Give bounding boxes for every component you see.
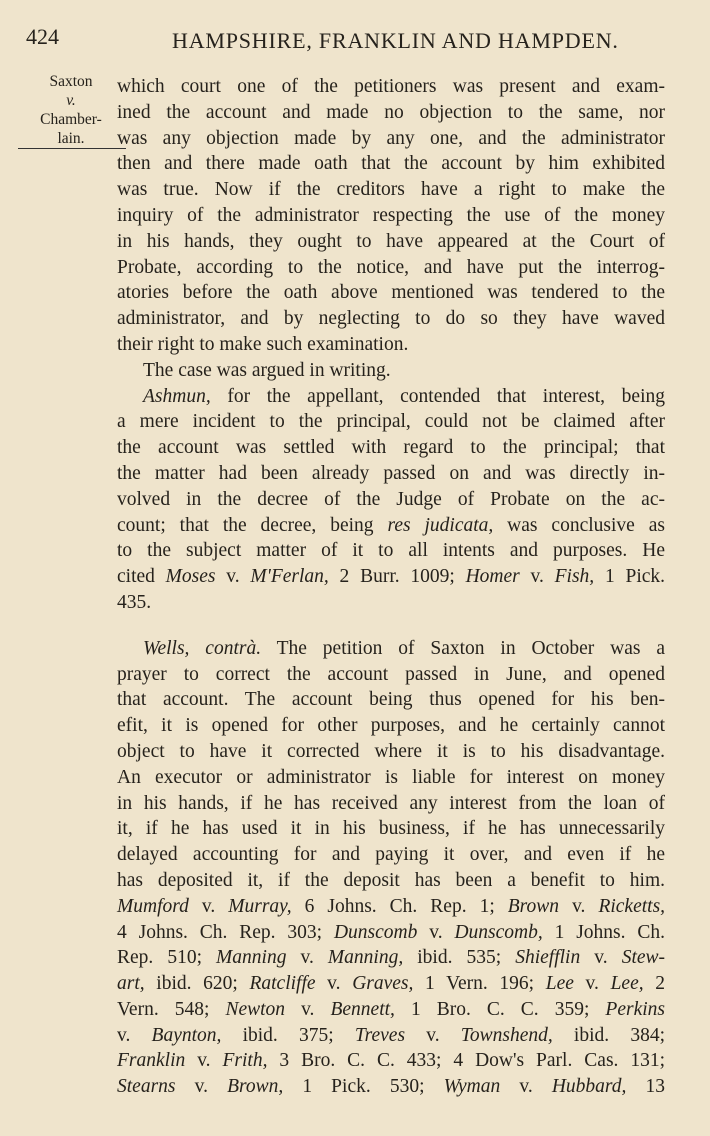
case-name: Moses xyxy=(165,566,216,588)
margin-note-line: v. xyxy=(66,92,76,109)
citation-line xyxy=(117,971,665,997)
text-line: object to have it corrected where it is to his disadvantage. xyxy=(117,740,665,762)
text-line xyxy=(117,513,665,539)
text-span: v. xyxy=(417,921,455,943)
case-name: Shiefflin xyxy=(515,947,581,969)
text-line: has deposited it, if the deposit has been a benefit to him. xyxy=(117,869,665,891)
text-span: v. xyxy=(285,998,331,1020)
case-name: Stearns xyxy=(117,1076,176,1098)
citation-line xyxy=(117,1023,665,1049)
text-line: which court one of the petitioners was present and exam- xyxy=(117,76,665,97)
text-line: to the subject matter of it to all intents and purposes. He xyxy=(117,540,665,562)
text-span: Rep. 510; xyxy=(117,947,217,969)
case-name: Treves xyxy=(354,1024,406,1046)
case-name: Bennett, xyxy=(330,998,395,1020)
text-span: was conclusive as xyxy=(493,514,665,536)
text-line: that account. The account being thus opened for his ben- xyxy=(117,689,665,711)
citation-line xyxy=(117,920,665,946)
case-name: Frith, xyxy=(222,1050,268,1072)
paragraph-gap xyxy=(117,616,665,636)
text-span: 1 Bro. C. C. 359; xyxy=(394,998,606,1020)
case-name: Franklin xyxy=(117,1050,186,1072)
case-name: Perkins xyxy=(605,998,665,1020)
text-line: their right to make such examination. xyxy=(117,333,409,355)
case-name: Ricketts, xyxy=(598,895,666,917)
text-span: v. xyxy=(500,1076,552,1098)
case-name: Stew- xyxy=(621,947,666,969)
case-name: Mumford xyxy=(117,895,189,917)
case-name: Brown xyxy=(507,895,560,917)
text-line: the account was settled with regard to the principal; that xyxy=(117,437,665,459)
text-span: v. xyxy=(580,947,622,969)
text-span: 3 Bro. C. C. 433; 4 Dow's Parl. Cas. 131; xyxy=(267,1050,666,1072)
case-name: Graves, xyxy=(352,973,414,995)
page-number: 424 xyxy=(26,24,59,49)
text-line: the matter had been already passed on and was directly in- xyxy=(117,462,665,484)
text-span: 1 Johns. Ch. xyxy=(542,921,665,943)
running-title: HAMPSHIRE, FRANKLIN AND HAMPDEN. xyxy=(172,28,619,53)
citation-line xyxy=(117,1074,665,1100)
margin-note xyxy=(22,72,120,148)
text-line: An executor or administrator is liable for interest on money xyxy=(117,766,665,788)
text-line: The case was argued in writing. xyxy=(143,359,391,381)
text-span: v. xyxy=(573,973,611,995)
text-span: 6 Johns. Ch. Rep. 1; xyxy=(291,895,508,917)
text-line: in his hands, they ought to have appeared at the Court of xyxy=(117,230,665,252)
case-name: Murray, xyxy=(228,895,292,917)
margin-note-line: lain. xyxy=(57,130,85,147)
case-name: Baynton, xyxy=(151,1024,222,1046)
case-name: Manning, xyxy=(327,947,404,969)
text-line: was true. Now if the creditors have a right to make the xyxy=(117,179,665,201)
case-name: Fish, xyxy=(554,566,595,588)
case-name: art, xyxy=(117,973,145,995)
text-line: atories before the oath above mentioned was tendered to the xyxy=(117,282,665,304)
case-name: Wyman xyxy=(443,1076,501,1098)
text-span: 2 xyxy=(643,973,665,995)
text-span: v. xyxy=(185,1050,223,1072)
text-line: prayer to correct the account passed in June, and opened xyxy=(117,663,665,685)
text-span: v. xyxy=(215,566,251,588)
text-line: delayed accounting for and paying it over, and even if he xyxy=(117,844,665,866)
counsel-name: Ashmun, xyxy=(143,385,211,407)
case-name: Newton xyxy=(225,998,286,1020)
text-line: in his hands, if he has received any interest from the loan of xyxy=(117,792,665,814)
case-name: Lee, xyxy=(610,973,644,995)
case-name: Townshend, xyxy=(460,1024,553,1046)
case-name: Ratcliffe xyxy=(249,973,316,995)
counsel-name: Wells, contrà. xyxy=(143,637,262,659)
case-name: Hubbard, xyxy=(551,1076,627,1098)
margin-note-line: Chamber- xyxy=(40,111,102,128)
citation-line xyxy=(117,997,665,1023)
case-name: Brown, xyxy=(227,1076,284,1098)
margin-note-rule xyxy=(18,148,126,149)
case-name: Dunscomb xyxy=(333,921,418,943)
text-span: cited xyxy=(117,566,166,588)
text-line: Probate, according to the notice, and have put the interrog- xyxy=(117,256,665,278)
text-span: 1 Pick. 530; xyxy=(283,1076,444,1098)
text-span: ibid. 384; xyxy=(552,1024,665,1046)
text-line: was any objection made by any one, and the administrator xyxy=(117,127,665,149)
text-span: for the appellant, contended that interest, being xyxy=(210,385,665,407)
text-span: ibid. 535; xyxy=(403,947,516,969)
citation-line xyxy=(117,1048,665,1074)
text-line: a mere incident to the principal, could not be claimed after xyxy=(117,411,665,433)
text-span: count; that the decree, being xyxy=(117,514,388,536)
case-name: Manning xyxy=(216,947,287,969)
text-line: administrator, and by neglecting to do so they have waved xyxy=(117,308,665,330)
text-line: ined the account and made no objection to the same, nor xyxy=(117,101,665,123)
text-line xyxy=(117,636,665,662)
margin-note-line: Saxton xyxy=(49,73,93,90)
text-span: v. xyxy=(175,1076,228,1098)
text-span: v. xyxy=(315,973,353,995)
text-span: 4 Johns. Ch. Rep. 303; xyxy=(117,921,334,943)
text-span: v. xyxy=(286,947,328,969)
text-line: then and there made oath that the account by him exhibited xyxy=(117,153,665,175)
case-name: Homer xyxy=(465,566,520,588)
case-name: Dunscomb, xyxy=(454,921,543,943)
case-name: M'Ferlan, xyxy=(250,566,329,588)
text-span: v. xyxy=(188,895,229,917)
citation-line xyxy=(117,945,665,971)
text-span: ibid. 375; xyxy=(221,1024,355,1046)
citation-line xyxy=(117,894,665,920)
case-name: Lee xyxy=(545,973,574,995)
text-span: v. xyxy=(405,1024,461,1046)
text-span: 1 Vern. 196; xyxy=(413,973,546,995)
text-span: 1 Pick. xyxy=(594,566,666,588)
text-span: Vern. 548; xyxy=(117,998,226,1020)
text-line: inquiry of the administrator respecting the use of the money xyxy=(117,204,665,226)
text-span: ibid. 620; xyxy=(144,973,250,995)
text-line: 435. xyxy=(117,591,152,613)
text-span: 2 Burr. 1009; xyxy=(328,566,466,588)
text-line xyxy=(117,564,665,590)
latin-term: res judicata, xyxy=(387,514,494,536)
body-text xyxy=(117,74,665,1100)
text-span: v. xyxy=(559,895,599,917)
text-line: it, if he has used it in his business, if he has unnecessarily xyxy=(117,818,665,840)
text-span: 13 xyxy=(626,1076,666,1098)
text-line xyxy=(117,384,665,410)
text-span: v. xyxy=(117,1024,152,1046)
text-line: volved in the decree of the Judge of Probate on the ac- xyxy=(117,488,665,510)
text-span: The petition of Saxton in October was a xyxy=(261,637,665,659)
text-span: v. xyxy=(519,566,555,588)
text-line: efit, it is opened for other purposes, and he certainly cannot xyxy=(117,715,665,737)
